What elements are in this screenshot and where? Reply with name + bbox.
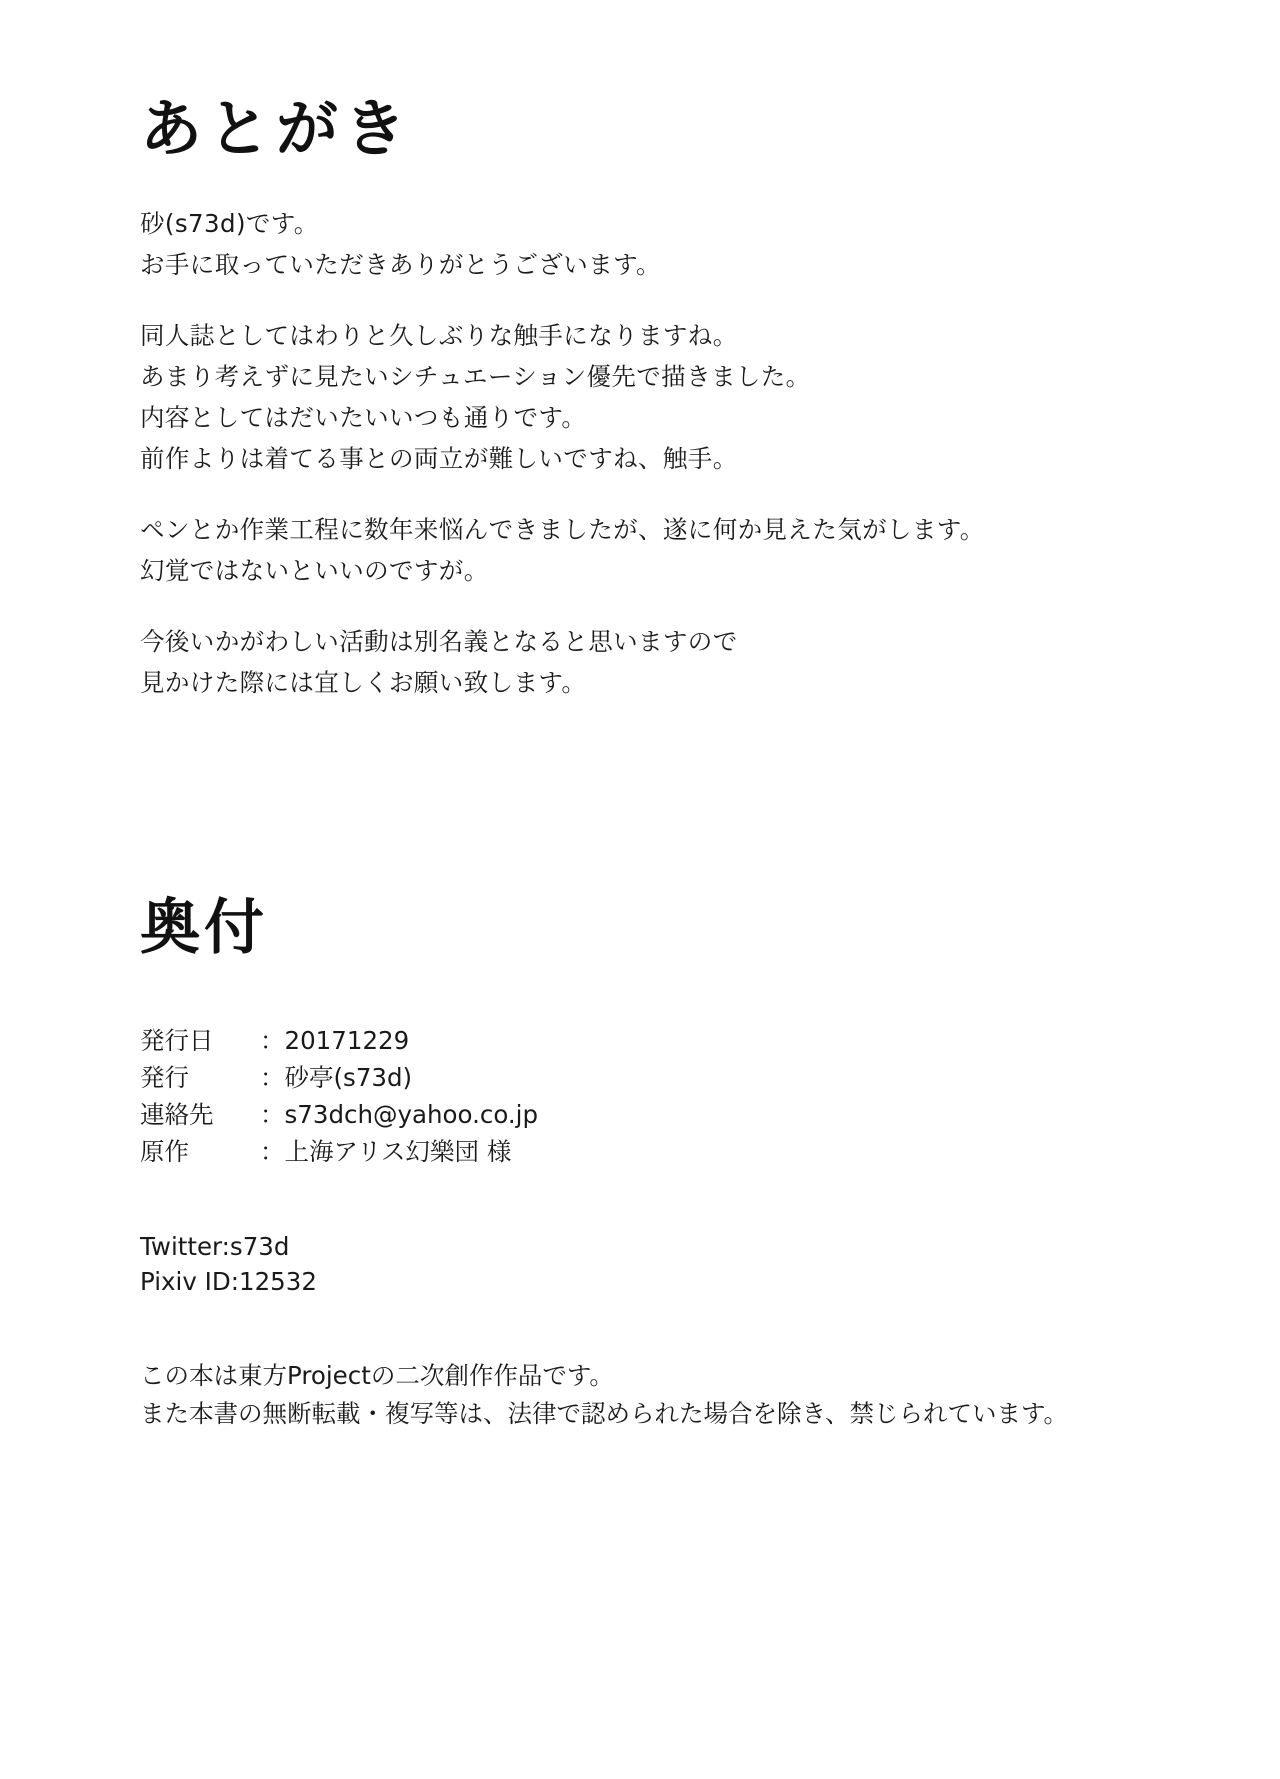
copyright-notice (140, 1357, 1140, 1433)
afterword-paragraph (140, 509, 1140, 591)
afterword-line: 幻覚ではないといいのですが。 (140, 556, 489, 586)
afterword-paragraph (140, 203, 1140, 285)
twitter-handle: Twitter:s73d (140, 1232, 290, 1261)
afterword-line: 同人誌としてはわりと久しぶりな触手になりますね。 (140, 321, 738, 351)
info-label: 連絡先 (140, 1100, 214, 1129)
afterword-heading: あとがき (140, 92, 413, 165)
social-links-block (140, 1229, 1140, 1299)
afterword-line: ペンとか作業工程に数年来悩んできましたが、遂に何か見えた気がします。 (140, 515, 985, 545)
colophon-info-table (140, 1023, 538, 1171)
table-row (140, 1134, 538, 1171)
notice-line: この本は東方Projectの二次創作作品です。 (140, 1361, 614, 1390)
afterword-line: あまり考えずに見たいシチュエーション優先で描きました。 (140, 362, 811, 392)
info-label: 原作 (140, 1137, 189, 1166)
info-label: 発行日 (140, 1026, 214, 1055)
afterword-line: 内容としてはだいたいいつも通りです。 (140, 403, 587, 433)
info-separator: ： (260, 1063, 285, 1092)
info-separator: ： (260, 1100, 285, 1129)
afterword-line: お手に取っていただきありがとうございます。 (140, 250, 661, 280)
afterword-body (140, 203, 1140, 703)
colophon-section (140, 895, 1140, 1433)
info-separator: ： (260, 1026, 285, 1055)
notice-line: また本書の無断転載・複写等は、法律で認められた場合を除き、禁じられています。 (140, 1399, 1069, 1428)
afterword-line: 前作よりは着てる事との両立が難しいですね、触手。 (140, 444, 738, 474)
table-row (140, 1060, 538, 1097)
info-value: 上海アリス幻樂団 様 (284, 1137, 512, 1166)
table-row (140, 1023, 538, 1060)
afterword-paragraph (140, 621, 1140, 703)
colophon-heading: 奥付 (140, 893, 268, 963)
afterword-line: 今後いかがわしい活動は別名義となると思いますので (140, 627, 738, 657)
info-label: 発行 (140, 1063, 189, 1092)
afterword-section (140, 92, 1140, 703)
afterword-line: 見かけた際には宜しくお願い致します。 (140, 668, 587, 698)
info-value: 砂亭(s73d) (284, 1063, 413, 1092)
afterword-paragraph (140, 315, 1140, 479)
afterword-line: 砂(s73d)です。 (140, 209, 319, 239)
contact-email: s73dch@yahoo.co.jp (284, 1100, 539, 1129)
pixiv-id: Pixiv ID:12532 (140, 1267, 317, 1296)
table-row (140, 1097, 538, 1134)
info-value: 20171229 (284, 1026, 410, 1055)
info-separator: ： (260, 1137, 285, 1166)
